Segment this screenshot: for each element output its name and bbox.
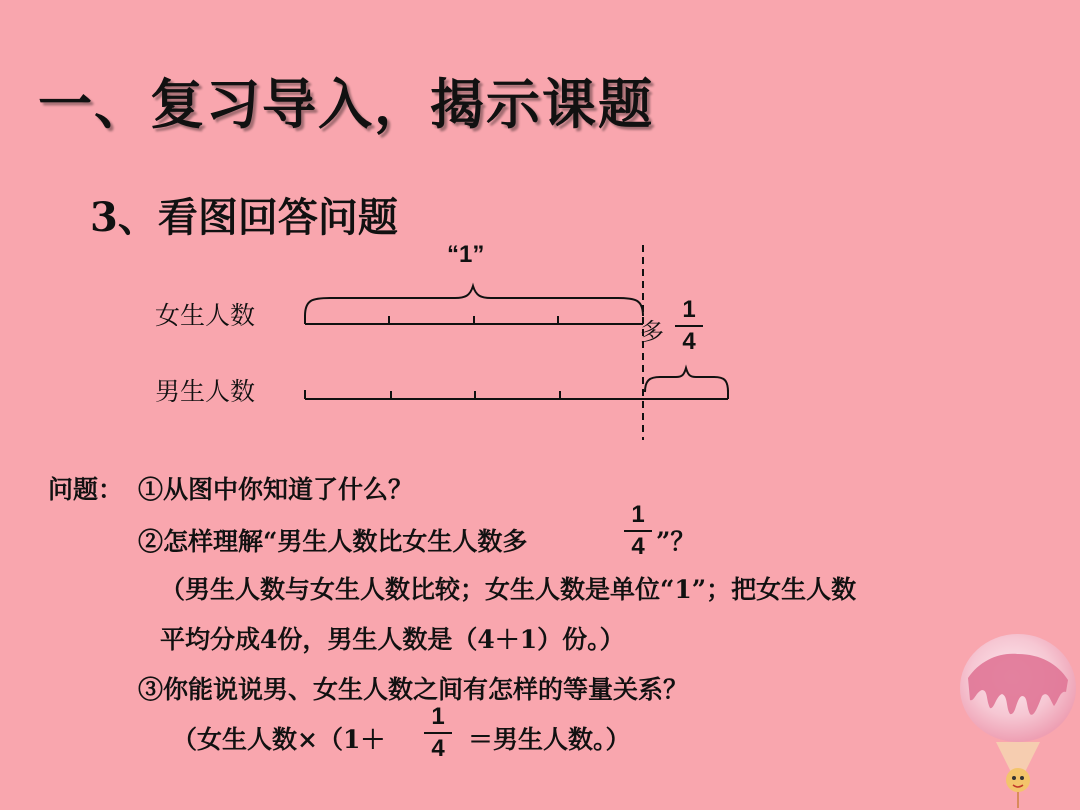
answer-3: （女生人数×（1＋ — [172, 725, 386, 754]
question-1: ①从图中你知道了什么？ — [138, 475, 414, 504]
question-2: ②怎样理解“男生人数比女生人数多 — [138, 527, 528, 556]
extra-brace — [645, 368, 728, 392]
ice-cream-balloon-icon — [950, 630, 1080, 810]
answer-3-fraction-numerator: 1 — [431, 703, 445, 730]
answer-3-fraction — [424, 704, 452, 762]
question-2-fraction — [624, 502, 652, 560]
question-2-fraction-bar — [624, 530, 652, 532]
girls-label: 女生人数 — [155, 301, 256, 330]
questions-prefix: 问题： — [48, 475, 124, 504]
diagram-fraction — [675, 297, 703, 355]
answer-2-line-2: 平均分成4份，男生人数是（4＋1）份。） — [160, 625, 625, 654]
diagram-fraction-bar — [675, 325, 703, 327]
slide-subtitle: 3、看图回答问题 — [90, 194, 398, 241]
unit-one-label: “1” — [447, 241, 485, 268]
diagram-fraction-denominator: 4 — [682, 328, 696, 355]
more-label: 多 — [640, 318, 664, 346]
answer-2-line-1: （男生人数与女生人数比较；女生人数是单位“1”；把女生人数 — [160, 575, 857, 604]
answer-3-end: ＝男生人数。） — [468, 725, 631, 754]
slide-title: 一、复习导入，揭示课题 — [38, 73, 654, 136]
question-2-end: ”？ — [656, 527, 696, 556]
diagram-fraction-numerator: 1 — [682, 296, 696, 323]
question-3: ③你能说说男、女生人数之间有怎样的等量关系？ — [138, 675, 689, 704]
girls-brace — [305, 286, 643, 316]
answer-3-fraction-bar — [424, 732, 452, 734]
answer-3-fraction-denominator: 4 — [431, 735, 445, 762]
question-2-fraction-denominator: 4 — [631, 533, 645, 560]
boys-label: 男生人数 — [155, 377, 256, 406]
question-2-fraction-numerator: 1 — [631, 501, 645, 528]
